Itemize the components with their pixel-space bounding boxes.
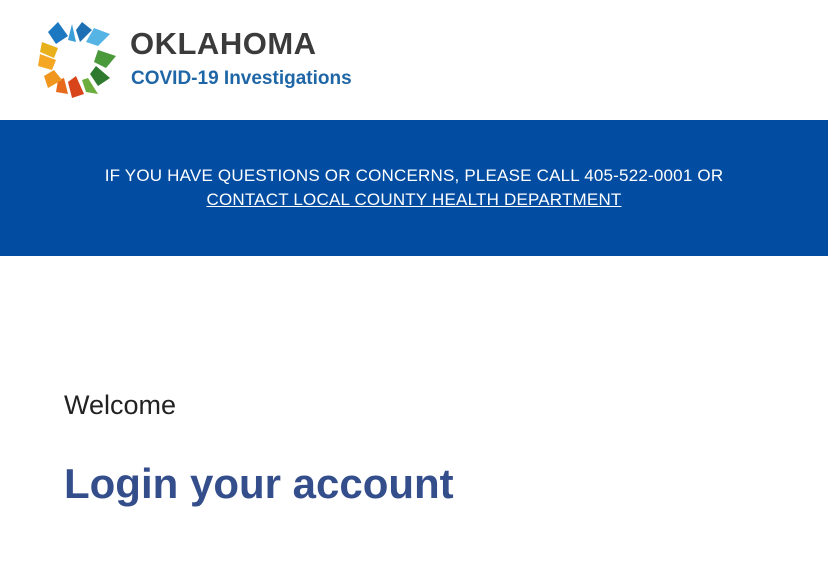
- brand-subtitle: COVID-19 Investigations: [131, 68, 352, 89]
- page-title: Login your account: [64, 460, 454, 507]
- contact-banner: [0, 120, 828, 256]
- contact-health-department-link[interactable]: CONTACT LOCAL COUNTY HEALTH DEPARTMENT: [206, 190, 622, 209]
- banner-message: IF YOU HAVE QUESTIONS OR CONCERNS, PLEASE CALL 405-522-0001 OR: [104, 166, 724, 185]
- site-header: [0, 0, 828, 120]
- brand-name: OKLAHOMA: [130, 26, 317, 61]
- welcome-text: Welcome: [64, 390, 177, 420]
- oklahoma-star-logo-icon[interactable]: [36, 20, 116, 100]
